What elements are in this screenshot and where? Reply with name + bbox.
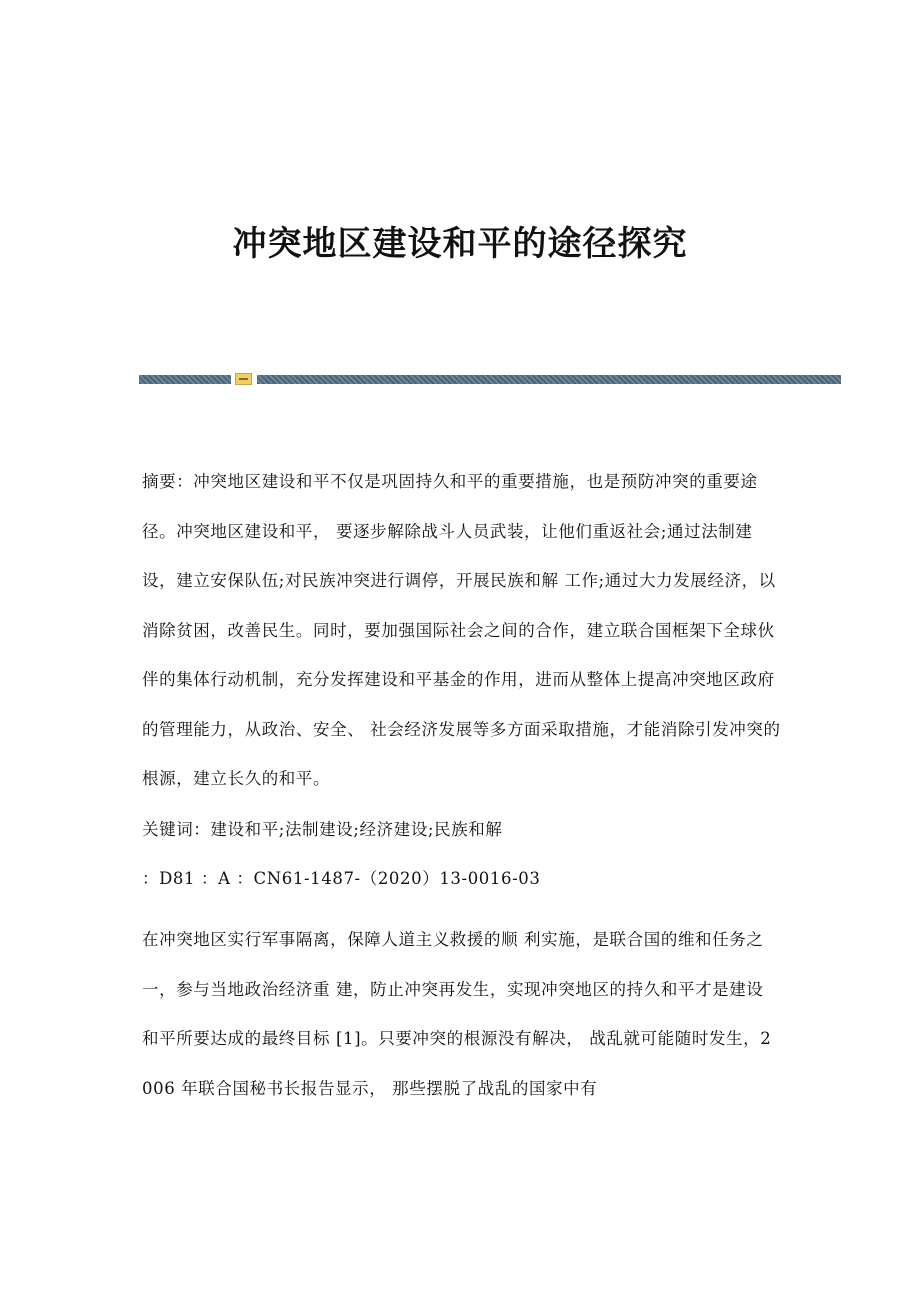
divider-ornament-icon	[235, 373, 252, 385]
divider-bar-left	[139, 375, 231, 384]
keywords-line: 关键词：建设和平;法制建设;经济建设;民族和解	[142, 820, 503, 839]
classification-line: ：D81 ：A ：CN61-1487-（2020）13-0016-03	[142, 869, 541, 888]
intro-paragraph: 在冲突地区实行军事隔离，保障人道主义救援的顺 利实施，是联合国的维和任务之一，参与当地政治经济重 建，防止冲突再发生，实现冲突地区的持久和平才是建设 和平所要达成的最终目标 [1]。只要冲突的根源没有解决， 战乱就可能随时发生，2006 年联合国秘书长报告显示， 那些摆脱了战乱的国家中有	[142, 930, 772, 1098]
abstract-paragraph: 摘要：冲突地区建设和平不仅是巩固持久和平的重要措施，也是预防冲突的重要途径。冲突地区建设和平， 要逐步解除战斗人员武装，让他们重返社会;通过法制建设，建立安保队伍;对民族冲突进行调停，开展民族和解 工作;通过大力发展经济，以消除贫困，改善民生。同时，要加强国际社会之间的合作，建立联合国框架下全球伙 伴的集体行动机制，充分发挥建设和平基金的作用，进而从整体上提高冲突地区政府的管理能力，从政治、安全、 社会经济发展等多方面采取措施，才能消除引发冲突的根源，建立长久的和平。	[142, 472, 781, 788]
document-title: 冲突地区建设和平的途径探究	[232, 224, 688, 264]
title-divider	[139, 375, 841, 384]
divider-bar-right	[257, 375, 841, 384]
